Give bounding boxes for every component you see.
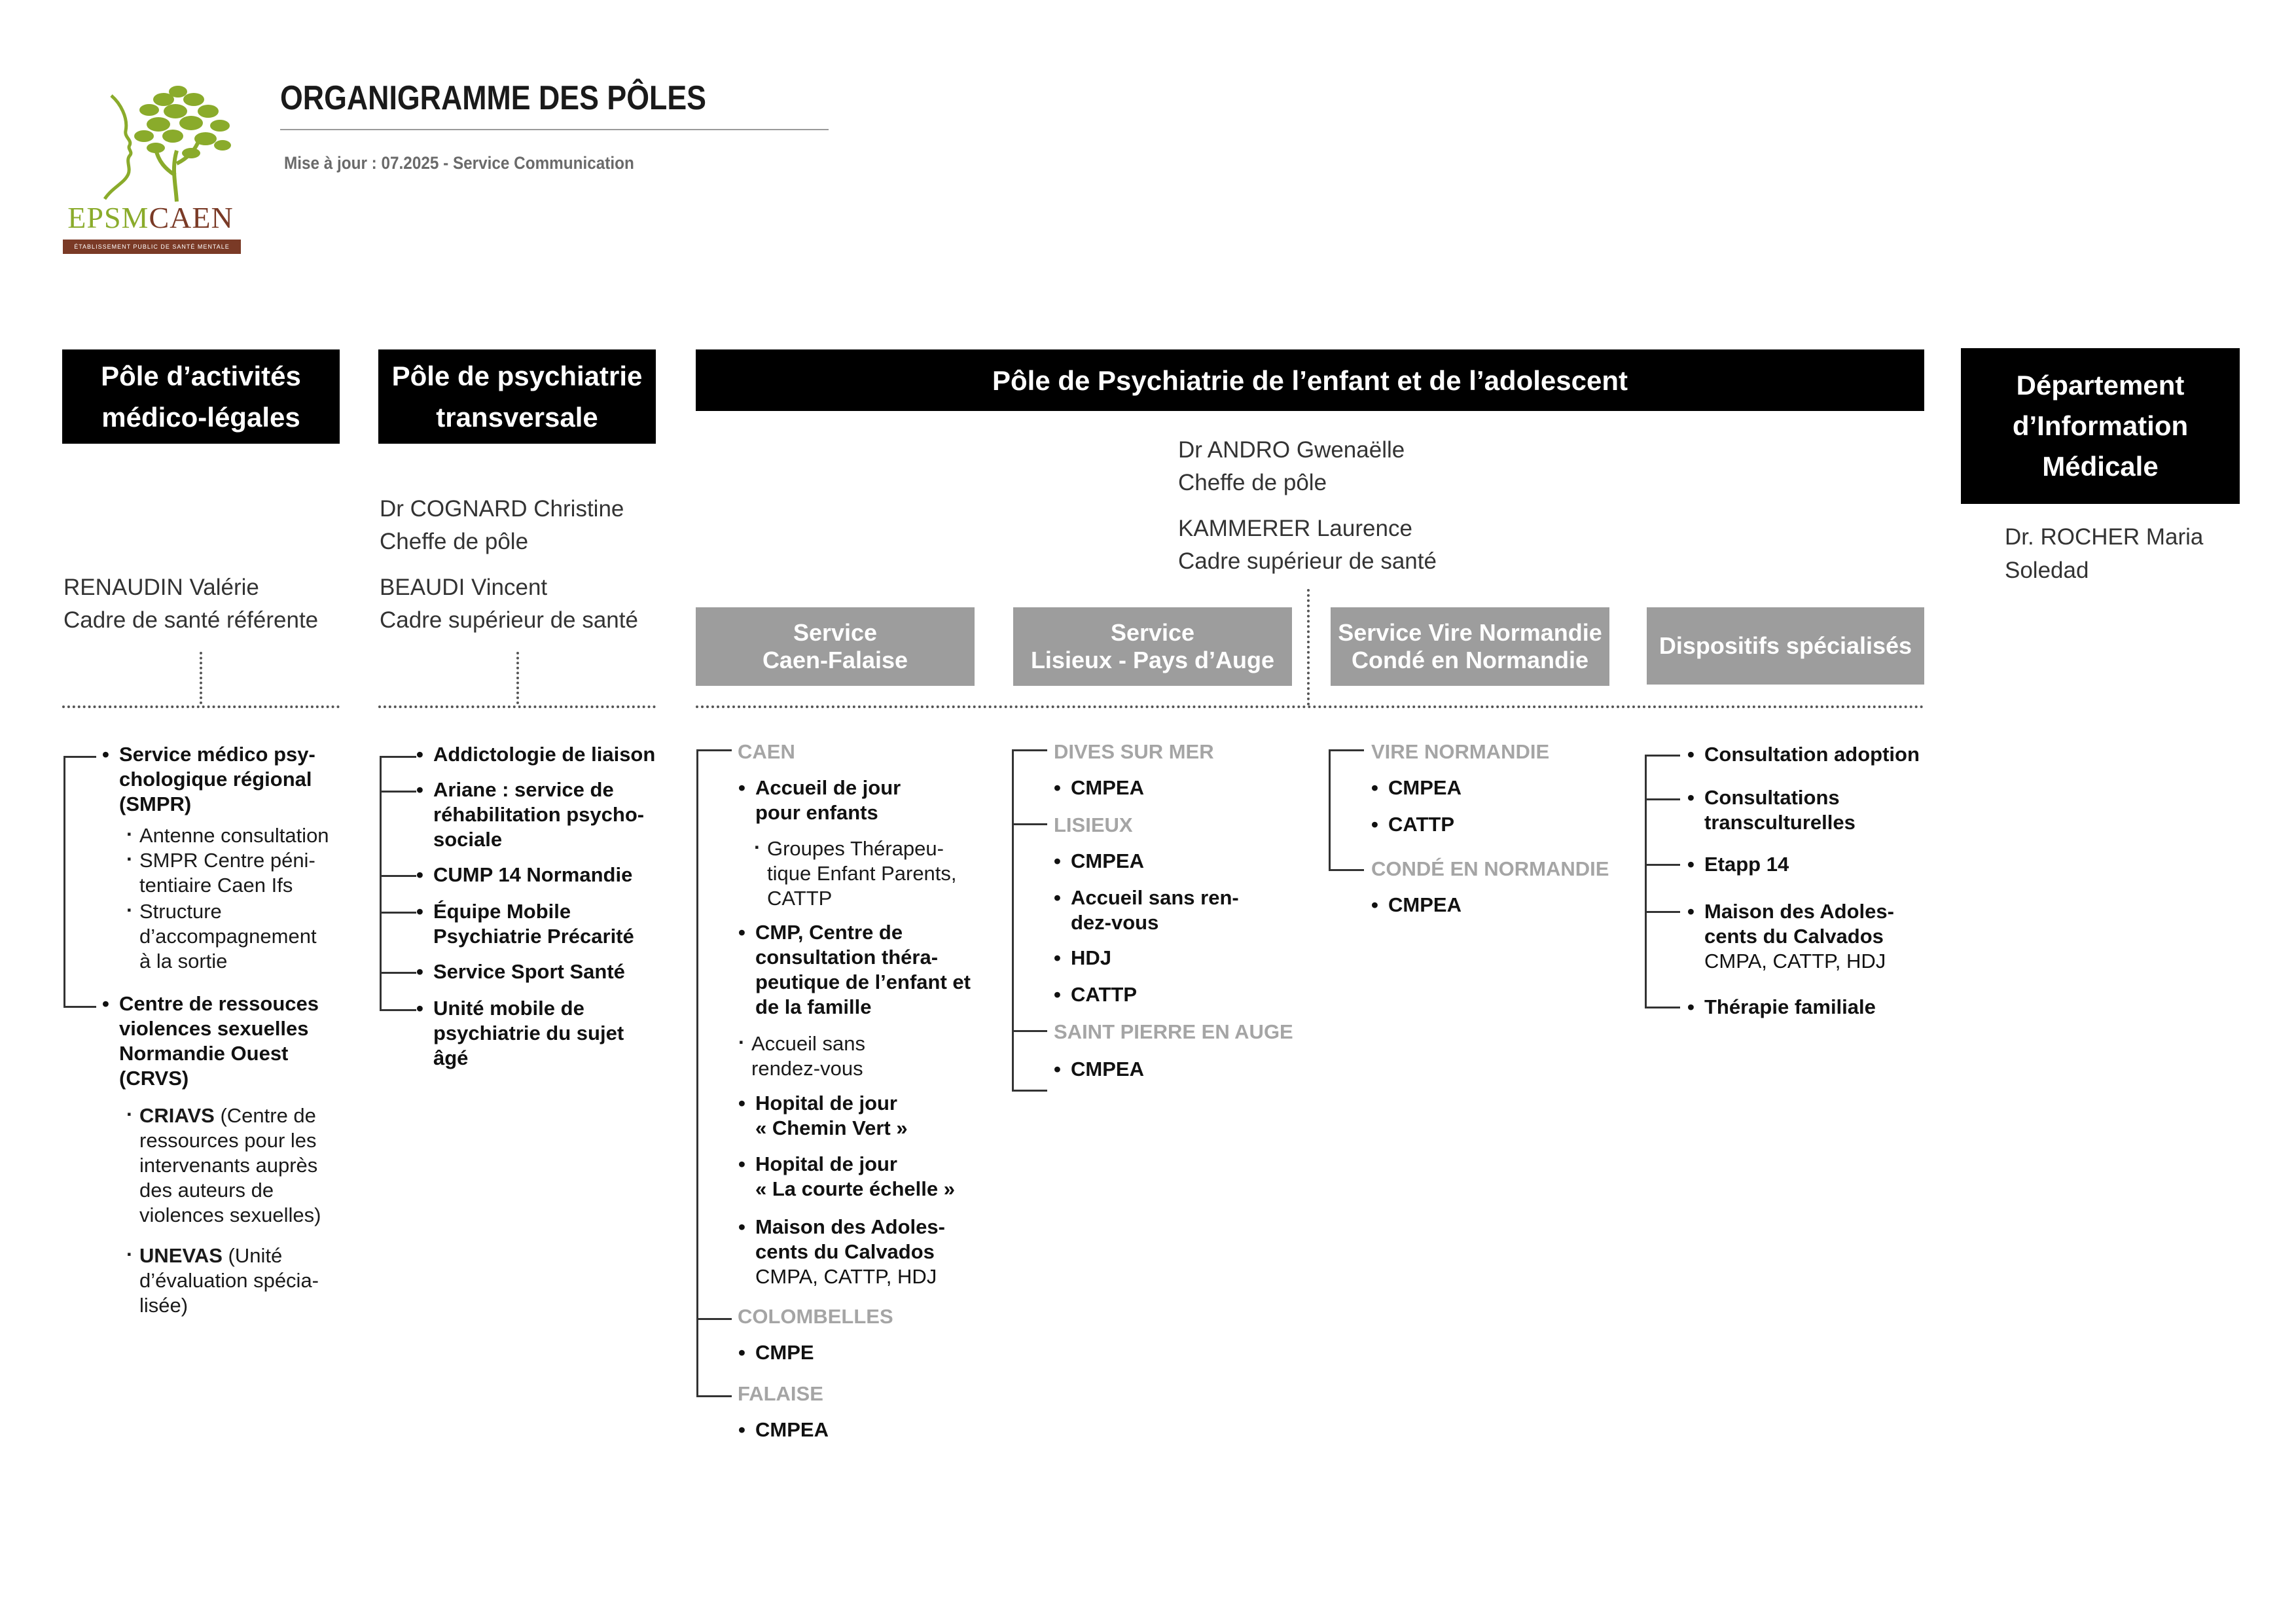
pole-transversale-cadre-role: Cadre supérieur de santé (380, 607, 638, 633)
bracket-tick (1645, 798, 1680, 800)
list-item-etapp: • Etapp 14 (1704, 852, 1789, 877)
list-item-ariane: • Ariane : service de réhabilitation psycho- sociale (433, 777, 644, 852)
list-item-falaise-cmpea: • CMPEA (755, 1418, 829, 1442)
bracket-tick (380, 972, 416, 974)
bracket-line (696, 749, 698, 1397)
location-colombelles: COLOMBELLES (738, 1305, 893, 1328)
pole-enfant-cadre-name: KAMMERER Laurence (1178, 516, 1412, 541)
location-dives: DIVES SUR MER (1054, 740, 1214, 763)
list-item-vire-cattp: • CATTP (1388, 812, 1454, 837)
list-item-accueil-jour: • Accueil de jour pour enfants (755, 776, 901, 825)
pole-transversale-header: Pôle de psychiatrie transversale (378, 349, 656, 444)
list-item-conde-cmpea: • CMPEA (1388, 893, 1462, 918)
bracket-tick (380, 756, 416, 758)
pole-medico-legal-cadre-role: Cadre de santé référente (63, 607, 319, 633)
pole-transversale-chef-role: Cheffe de pôle (380, 529, 529, 554)
bracket-tick (1645, 911, 1680, 913)
bracket-tick (1329, 749, 1364, 751)
list-item-lisieux-accueil: • Accueil sans ren- dez-vous (1071, 885, 1239, 935)
pole-enfant-header: Pôle de Psychiatrie de l’enfant et de l’adolescent (696, 349, 1924, 411)
list-item-cmp: • CMP, Centre de consultation théra- peutique de l’enfant et de la famille (755, 920, 971, 1020)
bracket-tick (696, 749, 732, 751)
pole-enfant-cadre-role: Cadre supérieur de santé (1178, 548, 1437, 574)
list-subitem-smpr-centre: · SMPR Centre péni- tentiaire Caen Ifs (139, 848, 315, 898)
location-lisieux: LISIEUX (1054, 813, 1133, 836)
location-vire: VIRE NORMANDIE (1371, 740, 1550, 763)
list-item-cmpe: • CMPE (755, 1340, 814, 1365)
bracket-tick (63, 1006, 96, 1008)
epsm-caen-logo (60, 77, 257, 250)
list-subitem-accueil-sans-rdv: · Accueil sans rendez-vous (751, 1031, 865, 1081)
location-falaise: FALAISE (738, 1382, 823, 1405)
pole-transversale-chef-name: Dr COGNARD Christine (380, 496, 624, 522)
bracket-tick (380, 912, 416, 914)
bracket-tick (380, 791, 416, 793)
list-item-hdj-courte-echelle: • Hopital de jour « La courte échelle » (755, 1152, 955, 1202)
list-item-unite-mobile: • Unité mobile de psychiatrie du sujet âgé (433, 996, 624, 1071)
connector-dots (516, 652, 519, 704)
location-saint-pierre: SAINT PIERRE EN AUGE (1054, 1020, 1293, 1043)
bracket-tick (63, 756, 96, 758)
pole-medico-legal-header: Pôle d’activités médico-légales (62, 349, 340, 444)
bracket-tick (1012, 823, 1047, 825)
dotted-divider (696, 705, 1924, 708)
list-item-dives-cmpea: • CMPEA (1071, 776, 1144, 800)
bracket-line (1012, 749, 1014, 1092)
list-subitem-groupes: · Groupes Thérapeu- tique Enfant Parents, CATTP (767, 836, 957, 911)
bracket-tick (1645, 755, 1680, 757)
list-item-addictologie: • Addictologie de liaison (433, 742, 655, 767)
location-caen: CAEN (738, 740, 795, 763)
pole-transversale-cadre-name: BEAUDI Vincent (380, 575, 548, 600)
list-item-cump: • CUMP 14 Normandie (433, 863, 632, 887)
bracket-line (63, 756, 65, 1008)
bracket-tick (1645, 1007, 1680, 1008)
list-subitem-antenne: · Antenne consultation (139, 823, 329, 848)
bracket-tick (1012, 1090, 1047, 1092)
list-item-therapie-familiale: • Thérapie familiale (1704, 995, 1876, 1020)
list-subitem-criavs: · CRIAVS (Centre de ressources pour les intervenants auprès des auteurs de violences sexuelles) (139, 1103, 321, 1228)
logo-wordmark: EPSMCAEN (67, 201, 234, 234)
logo-band: ÉTABLISSEMENT PUBLIC DE SANTÉ MENTALE (63, 240, 241, 254)
pole-enfant-chef-role: Cheffe de pôle (1178, 470, 1327, 495)
title-divider (280, 129, 829, 130)
service-vire-header: Service Vire Normandie Condé en Normandie (1331, 607, 1609, 686)
bracket-tick (1329, 869, 1364, 871)
bracket-tick (696, 1395, 732, 1397)
list-item-lisieux-cattp: • CATTP (1071, 982, 1137, 1007)
list-item-adoption: • Consultation adoption (1704, 742, 1920, 767)
dim-header: Département d’Information Médicale (1961, 348, 2240, 504)
list-item-stpierre-cmpea: • CMPEA (1071, 1057, 1144, 1082)
tree-profile-icon (60, 77, 257, 208)
service-lisieux-header: Service Lisieux - Pays d’Auge (1013, 607, 1292, 686)
bracket-tick (380, 1009, 416, 1011)
pole-medico-legal-cadre-name: RENAUDIN Valérie (63, 575, 259, 600)
connector-dots (1307, 589, 1310, 705)
list-item-transculturelles: • Consultations transculturelles (1704, 785, 1856, 835)
list-item-vire-cmpea: • CMPEA (1388, 776, 1462, 800)
list-item-crvs: • Centre de ressouces violences sexuelles Normandie Ouest (CRVS) (119, 991, 319, 1091)
page-title: ORGANIGRAMME DES PÔLES (280, 79, 706, 117)
service-caen-falaise-header: Service Caen-Falaise (696, 607, 975, 686)
pole-enfant-chef-name: Dr ANDRO Gwenaëlle (1178, 437, 1405, 463)
bracket-tick (1645, 864, 1680, 866)
update-note: Mise à jour : 07.2025 - Service Communication (284, 153, 634, 173)
dotted-divider (62, 705, 340, 708)
dotted-divider (378, 705, 656, 708)
list-item-sport-sante: • Service Sport Santé (433, 959, 625, 984)
bracket-tick (696, 1318, 732, 1320)
list-item-lisieux-cmpea: • CMPEA (1071, 849, 1144, 874)
bracket-tick (380, 875, 416, 877)
dim-person: Dr. ROCHER Maria Soledad (2005, 524, 2204, 583)
list-item-equipe-mobile: • Équipe Mobile Psychiatrie Précarité (433, 899, 634, 949)
bracket-line (1329, 749, 1331, 871)
list-item-maison-ados: • Maison des Adoles- cents du Calvados CMPA, CATTP, HDJ (755, 1215, 945, 1289)
list-item-maison-ados-dispositifs: • Maison des Adoles- cents du Calvados CMPA, CATTP, HDJ (1704, 899, 1894, 974)
list-subitem-structure: · Structure d’accompagnement à la sortie (139, 899, 317, 974)
service-dispositifs-header: Dispositifs spécialisés (1647, 607, 1924, 685)
list-item-hdj-chemin-vert: • Hopital de jour « Chemin Vert » (755, 1091, 908, 1141)
list-subitem-unevas: · UNEVAS (Unité d’évaluation spécia- lisée) (139, 1243, 319, 1318)
bracket-tick (1012, 1030, 1047, 1032)
connector-dots (200, 652, 202, 704)
bracket-tick (1012, 749, 1047, 751)
list-item-lisieux-hdj: • HDJ (1071, 946, 1111, 971)
bracket-line (1645, 755, 1647, 1008)
location-conde: CONDÉ EN NORMANDIE (1371, 857, 1609, 880)
list-item-smpr: • Service médico psy- chologique régional (SMPR) (119, 742, 315, 817)
